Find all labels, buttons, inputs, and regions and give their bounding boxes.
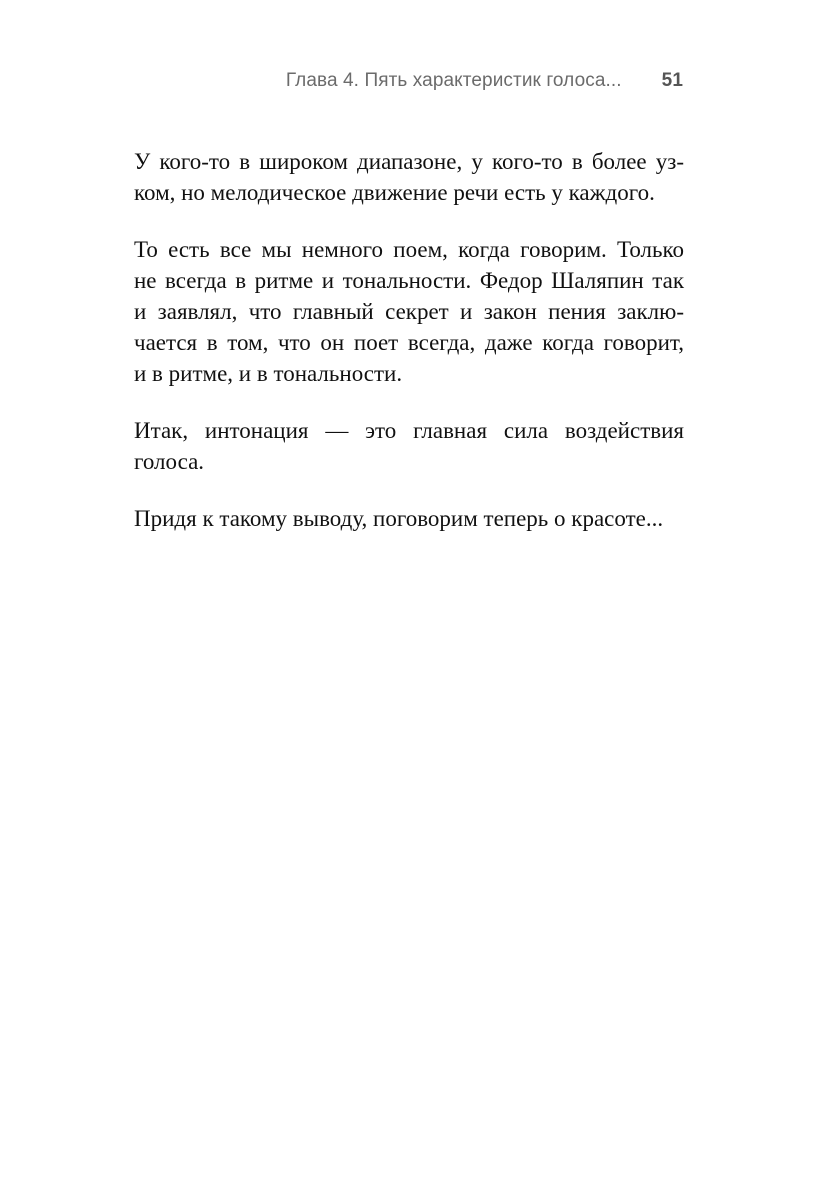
paragraph-1 bbox=[134, 146, 684, 208]
text-line: голоса. bbox=[134, 449, 205, 474]
text-line: чается в том, что он поет всегда, даже когда говорит, bbox=[134, 330, 684, 355]
text-line: У кого-то в широком диапазоне, у кого-то в более уз- bbox=[134, 149, 684, 174]
text-line: и в ритме, и в тональности. bbox=[134, 361, 403, 386]
page-number: 51 bbox=[661, 70, 683, 91]
text-line: Придя к такому выводу, поговорим теперь о красоте... bbox=[134, 506, 664, 531]
paragraph-4 bbox=[134, 503, 684, 534]
text-line: Итак, интонация — это главная сила воздействия bbox=[134, 418, 684, 443]
text-line: ком, но мелодическое движение речи есть у каждого. bbox=[134, 180, 655, 205]
paragraph-2 bbox=[134, 234, 684, 389]
chapter-title: Глава 4. Пять характеристик голоса... bbox=[285, 70, 622, 91]
text-line: То есть все мы немного поем, когда говорим. Только bbox=[134, 237, 684, 262]
text-line: и заявлял, что главный секрет и закон пения заклю- bbox=[134, 299, 684, 324]
paragraph-3 bbox=[134, 415, 684, 477]
running-header bbox=[286, 70, 683, 92]
text-line: не всегда в ритме и тональности. Федор Шаляпин так bbox=[134, 268, 684, 293]
body-text bbox=[134, 146, 684, 560]
